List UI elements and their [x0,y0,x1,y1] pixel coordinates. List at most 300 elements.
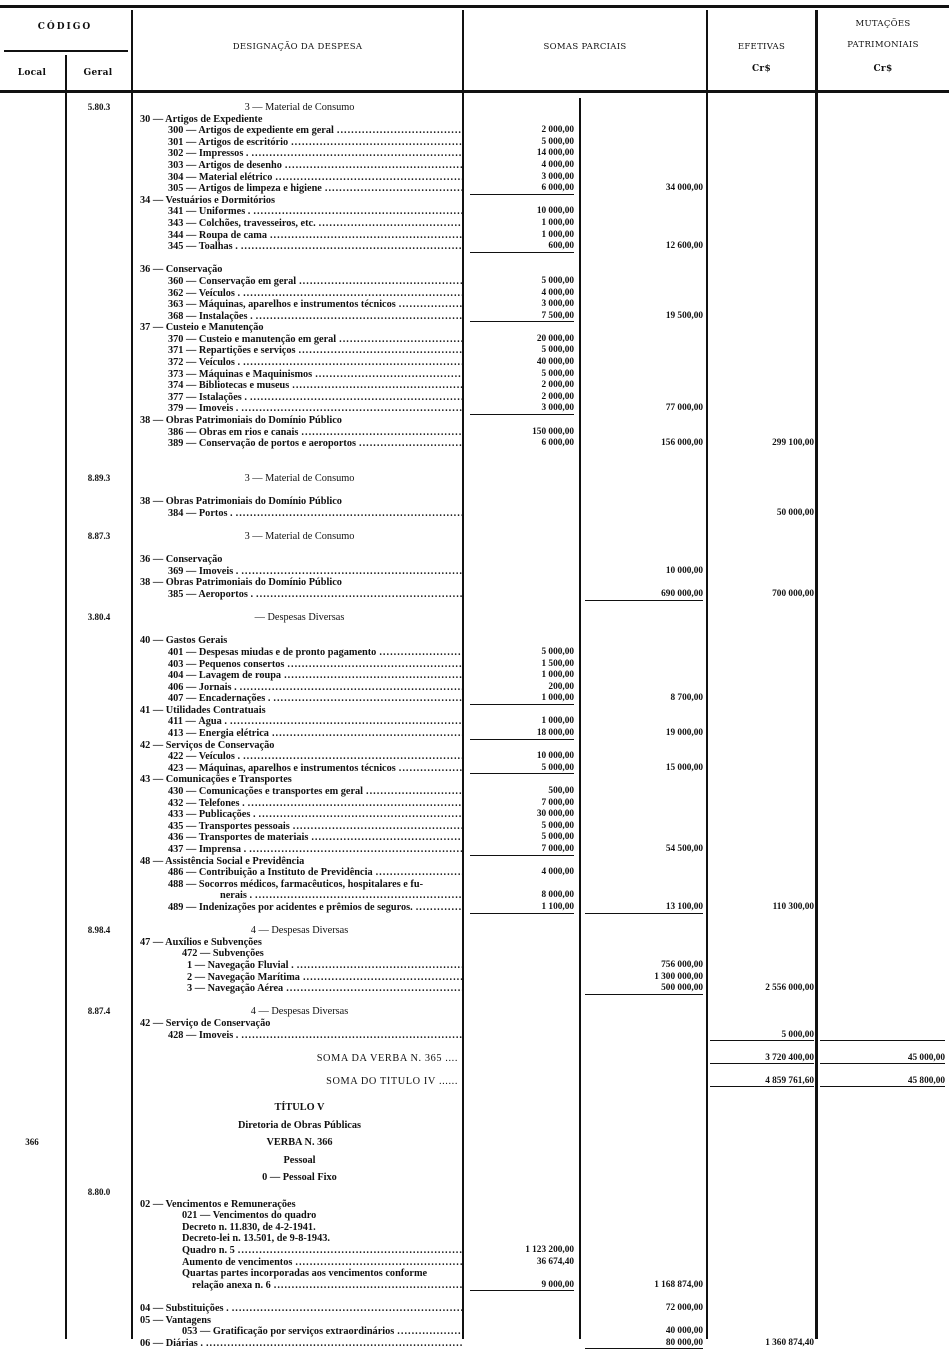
section-heading-row [0,473,949,485]
soma-parcial-value: 1 000,00 [541,229,574,240]
soma-parcial-subtotal: 19 000,00 [665,728,703,739]
description-text: 430 — Comunicações e transportes em geral [168,786,364,798]
soma-parcial-value: 1 000,00 [541,217,574,228]
soma-parcial-value: 10 000,00 [536,206,574,217]
soma-parcial-value: 20 000,00 [536,333,574,344]
efetivas-value: 1 360 874,40 [765,1337,814,1348]
expense-item-row [0,218,949,230]
dot-leader [238,566,462,578]
soma-parcial-value: 6 000,00 [470,183,574,195]
dot-leader [203,1338,462,1349]
soma-parcial-value: 1 000,00 [470,693,574,705]
expense-item-row [0,241,949,253]
expense-description [137,148,462,160]
expense-item-row [0,415,949,427]
soma-parcial-subtotal: 1 300 000,00 [654,971,703,982]
title-row [0,1169,949,1187]
soma-parcial-value: 9 000,00 [470,1280,574,1292]
expense-description [137,740,462,752]
soma-parcial-value: 8 000,00 [541,890,574,901]
expense-item-row [0,786,949,798]
dot-leader [356,438,462,450]
expense-item-row [0,856,949,868]
description-text: 344 — Roupa de cama [168,229,267,241]
description-text: 403 — Pequenos consertos [168,658,285,670]
description-text: 3 — Navegação Aérea [187,983,284,995]
description-text: Aumento de vencimentos [182,1256,293,1268]
description-text: SOMA DA VERBA N. 365 .... [316,1052,458,1064]
expense-description [137,902,462,914]
expense-description [137,832,462,844]
description-text: 386 — Obras em rios e canais [168,426,299,438]
dot-leader [289,380,462,392]
dot-leader [270,693,462,705]
dot-leader [238,403,462,415]
total-row [0,1053,949,1065]
description-text: 34 — Vestuários e Dormitórios [140,194,275,206]
expense-item-row [0,183,949,195]
spacer-row [0,450,949,462]
expense-item-row [0,1338,949,1349]
description-text: Decreto-lei n. 13.501, de 9-8-1943. [182,1233,330,1245]
codigo-geral: 8.80.0 [87,1187,111,1198]
description-text: relação anexa n. 6 [192,1279,271,1291]
expense-item-row [0,566,949,578]
expense-item-row [0,276,949,288]
expense-description [137,728,462,740]
spacer-row [0,485,949,497]
description-text: 433 — Publicações . [168,809,256,821]
expense-description [137,172,462,184]
expense-item-row [0,659,949,671]
description-text: 488 — Socorros médicos, farmacêuticos, hospitalares e fu- [168,878,424,890]
header-local: Local [17,68,47,78]
expense-description [137,114,462,126]
expense-description [137,856,462,868]
dot-leader [396,299,462,311]
soma-parcial-value: 5 000,00 [541,275,574,286]
expense-item-row [0,1210,949,1222]
expense-description [137,716,462,728]
expense-item-row [0,357,949,369]
soma-parcial-value: 2 000,00 [541,380,574,391]
expense-description [137,473,462,485]
header-bottom-rule [0,90,949,93]
expense-item-row [0,299,949,311]
description-text: 423 — Máquinas, aparelhos e instrumentos técnicos [168,762,396,774]
dot-leader [396,763,462,775]
description-text: 40 — Gastos Gerais [140,635,228,647]
expense-item-row [0,334,949,346]
soma-parcial-value: 40 000,00 [536,357,574,368]
soma-parcial-value: 4 000,00 [541,287,574,298]
expense-item-row [0,577,949,589]
soma-parcial-value: 4 000,00 [541,867,574,878]
expense-description [137,1018,462,1030]
expense-item-row [0,137,949,149]
section-heading-row [0,102,949,114]
expense-item-row [0,670,949,682]
expense-description [137,844,462,856]
expense-description [137,392,462,404]
expense-description [137,960,462,972]
description-text: TÍTULO V [274,1102,325,1114]
expense-description [137,577,462,589]
description-text: 374 — Bibliotecas e museus [168,380,290,392]
description-text: 489 — Indenizações por acidentes e prêmios de seguros. [168,901,413,913]
expense-description [137,137,462,149]
expense-item-row [0,345,949,357]
expense-item-row [0,380,949,392]
soma-parcial-value: 3 000,00 [541,171,574,182]
expense-item-row [0,682,949,694]
soma-parcial-subtotal: 54 500,00 [665,844,703,854]
expense-item-row [0,160,949,172]
expense-item-row [0,172,949,184]
expense-description [137,763,462,775]
dot-leader [240,357,462,369]
expense-description [137,972,462,984]
spacer-row [0,1187,949,1199]
expense-item-row [0,1280,949,1292]
dot-leader [272,172,462,184]
dot-leader [322,183,462,195]
description-text: Decreto n. 11.830, de 4-2-1941. [182,1221,316,1233]
description-text: Quadro n. 5 [182,1245,235,1256]
header-efetivas: EFETIVAS [737,42,786,52]
dot-leader [269,728,462,740]
section-heading-row [0,612,949,624]
dot-leader [250,206,462,218]
description-text: 436 — Transportes de materiais [168,832,309,844]
codigo-divider [4,50,128,52]
expense-item-row [0,635,949,647]
description-text: 41 — Utilidades Contratuais [140,704,266,716]
expense-item-row [0,1199,949,1211]
description-text: 422 — Veículos . [168,751,241,763]
expense-description [137,1053,462,1065]
expense-description [137,589,462,601]
expense-item-row [0,311,949,323]
dot-leader [227,716,462,728]
soma-parcial-subtotal: 10 000,00 [665,565,703,576]
soma-parcial-value: 18 000,00 [470,728,574,740]
dot-leader [282,160,462,172]
expense-item-row [0,728,949,740]
description-text: 3 — Material de Consumo [244,473,355,484]
expense-item-row [0,392,949,404]
expense-description [137,1169,462,1187]
expense-description [137,322,462,334]
expense-item-row [0,960,949,972]
expense-item-row [0,821,949,833]
description-text: 343 — Colchões, travesseiros, etc. [168,217,316,229]
expense-description [137,798,462,810]
soma-parcial-value: 5 000,00 [541,820,574,831]
description-text: 48 — Assistência Social e Previdência [140,855,305,867]
soma-parcial-value: 5 000,00 [541,136,574,147]
expense-description [137,1134,462,1152]
expense-item-row [0,890,949,902]
description-text: 362 — Veículos . [168,287,241,299]
description-text: 360 — Conservação em geral [168,275,297,287]
spacer-row [0,253,949,265]
soma-parcial-subtotal: 12 600,00 [665,241,703,252]
soma-parcial-value: 3 000,00 [541,299,574,310]
expense-description [137,1152,462,1170]
dot-leader [229,1303,462,1315]
description-text: 472 — Subvenções [182,948,264,960]
expense-description [137,1326,462,1338]
expense-item-row [0,844,949,856]
description-text: Diretoria de Obras Públicas [237,1119,362,1131]
dot-leader [271,1280,462,1292]
soma-parcial-subtotal: 40 000,00 [665,1326,703,1337]
spacer-row [0,1087,949,1099]
expense-description [137,751,462,763]
soma-parcial-value: 1 500,00 [541,658,574,669]
description-text: 305 — Artigos de limpeza e higiene [168,183,322,195]
description-text: 02 — Vencimentos e Remunerações [140,1198,296,1210]
soma-parcial-subtotal: 500 000,00 [585,983,703,995]
expense-description [137,299,462,311]
expense-description [137,230,462,242]
title-row [0,1117,949,1135]
dot-leader [316,218,462,230]
spacer-row [0,1291,949,1303]
description-text: 435 — Transportes pessoais [168,820,290,832]
header-mutacoes-line2: PATRIMONIAIS [847,40,919,50]
expense-description [137,1099,462,1117]
soma-parcial-value: 2 000,00 [541,391,574,402]
description-text: VERBA N. 366 [266,1137,333,1149]
spacer-row [0,461,949,473]
soma-parcial-value: 200,00 [548,681,574,692]
dot-leader [238,1030,462,1042]
dot-leader [246,844,462,856]
expense-item-row [0,438,949,450]
soma-parcial-subtotal: 13 100,00 [585,902,703,914]
dot-leader [283,983,462,995]
description-text: 38 — Obras Patrimoniais do Domínio Público [140,496,342,508]
expense-description [137,1257,462,1269]
codigo-local: 366 [25,1137,39,1148]
expense-item-row [0,369,949,381]
expense-description [137,670,462,682]
expense-description [137,925,462,937]
expense-description [137,102,462,114]
description-text: 385 — Aeroportos . [168,588,254,600]
soma-parcial-subtotal: 1 168 874,00 [654,1279,703,1290]
soma-parcial-value: 5 000,00 [541,832,574,843]
soma-parcial-value: 10 000,00 [536,751,574,762]
section-heading-row [0,531,949,543]
description-text: 303 — Artigos de desenho [168,159,282,171]
expense-item-row [0,114,949,126]
efetivas-value: 700 000,00 [772,588,814,599]
description-text: 384 — Portos . [168,507,233,519]
description-text: 371 — Repartições e serviços [168,345,296,357]
expense-item-row [0,589,949,601]
spacer-row [0,601,949,613]
expense-item-row [0,716,949,728]
header-designacao: DESIGNAÇÃO DA DESPESA [232,42,363,52]
soma-parcial-value: 500,00 [548,786,574,797]
expense-description [137,890,462,902]
soma-parcial-subtotal: 690 000,00 [585,589,703,601]
description-text: 407 — Encadernações . [168,693,271,705]
expense-item-row [0,1245,949,1257]
dot-leader [248,148,462,160]
description-text: 377 — Istalações . [168,391,247,403]
dot-leader [376,647,462,659]
soma-parcial-value: 2 000,00 [541,125,574,136]
title-row [0,1099,949,1117]
expense-item-row [0,983,949,995]
expense-description [137,218,462,230]
header-codigo: CÓDIGO [37,22,93,32]
dot-leader [245,798,462,810]
soma-parcial-value: 36 674,40 [536,1256,574,1267]
soma-parcial-value: 1 123 200,00 [525,1245,574,1255]
mutacoes-value: 45 800,00 [820,1076,945,1088]
header-geral: Geral [83,68,113,78]
title-row [0,1152,949,1170]
expense-description [137,705,462,717]
expense-description [137,867,462,879]
description-text: Quartas partes incorporadas aos vencimentos conforme [182,1268,428,1280]
description-text: 0 — Pessoal Fixo [262,1172,337,1184]
description-text: 411 — Água . [168,716,227,728]
dot-leader [235,1245,462,1257]
description-text: 404 — Lavagem de roupa [168,670,282,682]
expense-item-row [0,322,949,334]
dot-leader [296,345,462,357]
description-text: 406 — Jornais . [168,681,237,693]
expense-item-row [0,1018,949,1030]
header-efetivas-unit: Cr$ [751,64,772,74]
expense-description [137,1199,462,1211]
expense-description [137,276,462,288]
dot-leader [240,288,462,300]
codigo-geral: 3.80.4 [87,612,111,623]
description-text: 432 — Telefones . [168,797,245,809]
description-text: nerais . [220,890,253,902]
dot-leader [240,751,462,763]
expense-item-row [0,902,949,914]
expense-description [137,427,462,439]
expense-description [137,693,462,705]
description-text: 370 — Custeio e manutenção em geral [168,333,337,345]
soma-parcial-value: 5 000,00 [541,368,574,379]
spacer-row [0,543,949,555]
expense-item-row [0,1233,949,1245]
soma-parcial-subtotal: 77 000,00 [665,403,703,414]
description-text: 021 — Vencimentos do quadro [182,1210,317,1222]
description-text: 37 — Custeio e Manutenção [140,322,264,334]
expense-item-row [0,148,949,160]
header-somas-parciais: SOMAS PARCIAIS [543,42,627,52]
expense-description [137,1245,462,1257]
expense-description [137,682,462,694]
section-heading-row [0,925,949,937]
description-text: 302 — Impressos . [168,148,249,160]
codigo-geral: 8.87.4 [87,1006,111,1017]
description-text: 1 — Navegação Fluvial . [187,959,294,971]
soma-parcial-subtotal: 72 000,00 [665,1302,703,1313]
dot-leader [413,902,462,914]
dot-leader [373,867,462,879]
expense-item-row [0,693,949,705]
expense-description [137,380,462,392]
expense-description [137,821,462,833]
expense-description [137,612,462,624]
dot-leader [267,230,462,242]
expense-description [137,264,462,276]
expense-description [137,195,462,207]
dot-leader [394,1326,462,1338]
expense-description [137,1303,462,1315]
description-text: 053 — Gratificação por serviços extraordinários [182,1326,395,1338]
description-text: 413 — Energia elétrica [168,728,269,740]
efetivas-value: 2 556 000,00 [765,983,814,994]
expense-item-row [0,206,949,218]
expense-item-row [0,832,949,844]
expense-description [137,566,462,578]
soma-parcial-subtotal: 8 700,00 [670,693,703,704]
expense-item-row [0,798,949,810]
spacer-row [0,624,949,636]
expense-description [137,357,462,369]
expense-description [137,1315,462,1327]
expense-description [137,647,462,659]
codigo-geral: 5.80.3 [87,102,111,112]
efetivas-value: 50 000,00 [776,507,814,518]
soma-parcial-subtotal: 80 000,00 [585,1338,703,1349]
efetivas-value: 110 300,00 [772,901,814,912]
expense-item-row [0,763,949,775]
codigo-geral: 8.98.4 [87,925,111,936]
description-text: 05 — Vantagens [140,1314,211,1326]
mutacoes-value [820,1030,945,1042]
expense-description [137,531,462,543]
expense-description [137,786,462,798]
expense-description [137,206,462,218]
soma-parcial-value: 5 000,00 [470,763,574,775]
dot-leader [237,682,462,694]
expense-description [137,1222,462,1234]
expense-item-row [0,937,949,949]
description-text: 304 — Material elétrico [168,171,273,183]
dot-leader [288,137,462,149]
description-text: 38 — Obras Patrimoniais do Domínio Público [140,577,342,589]
description-text: 42 — Serviço de Conservação [140,1017,271,1029]
dot-leader [238,241,462,253]
spacer-row [0,995,949,1007]
description-text: 3 — Material de Consumo [244,530,355,542]
soma-parcial-subtotal: 756 000,00 [661,959,703,970]
expense-description [137,345,462,357]
expense-item-row [0,125,949,137]
dot-leader [290,821,462,833]
expense-description [137,1076,462,1088]
efetivas-value: 299 100,00 [772,438,814,449]
soma-parcial-value: 7 500,00 [470,311,574,323]
expense-description [137,496,462,508]
description-text: 363 — Máquinas, aparelhos e instrumentos técnicos [168,299,396,311]
expense-item-row [0,1315,949,1327]
soma-parcial-value: 30 000,00 [536,809,574,820]
